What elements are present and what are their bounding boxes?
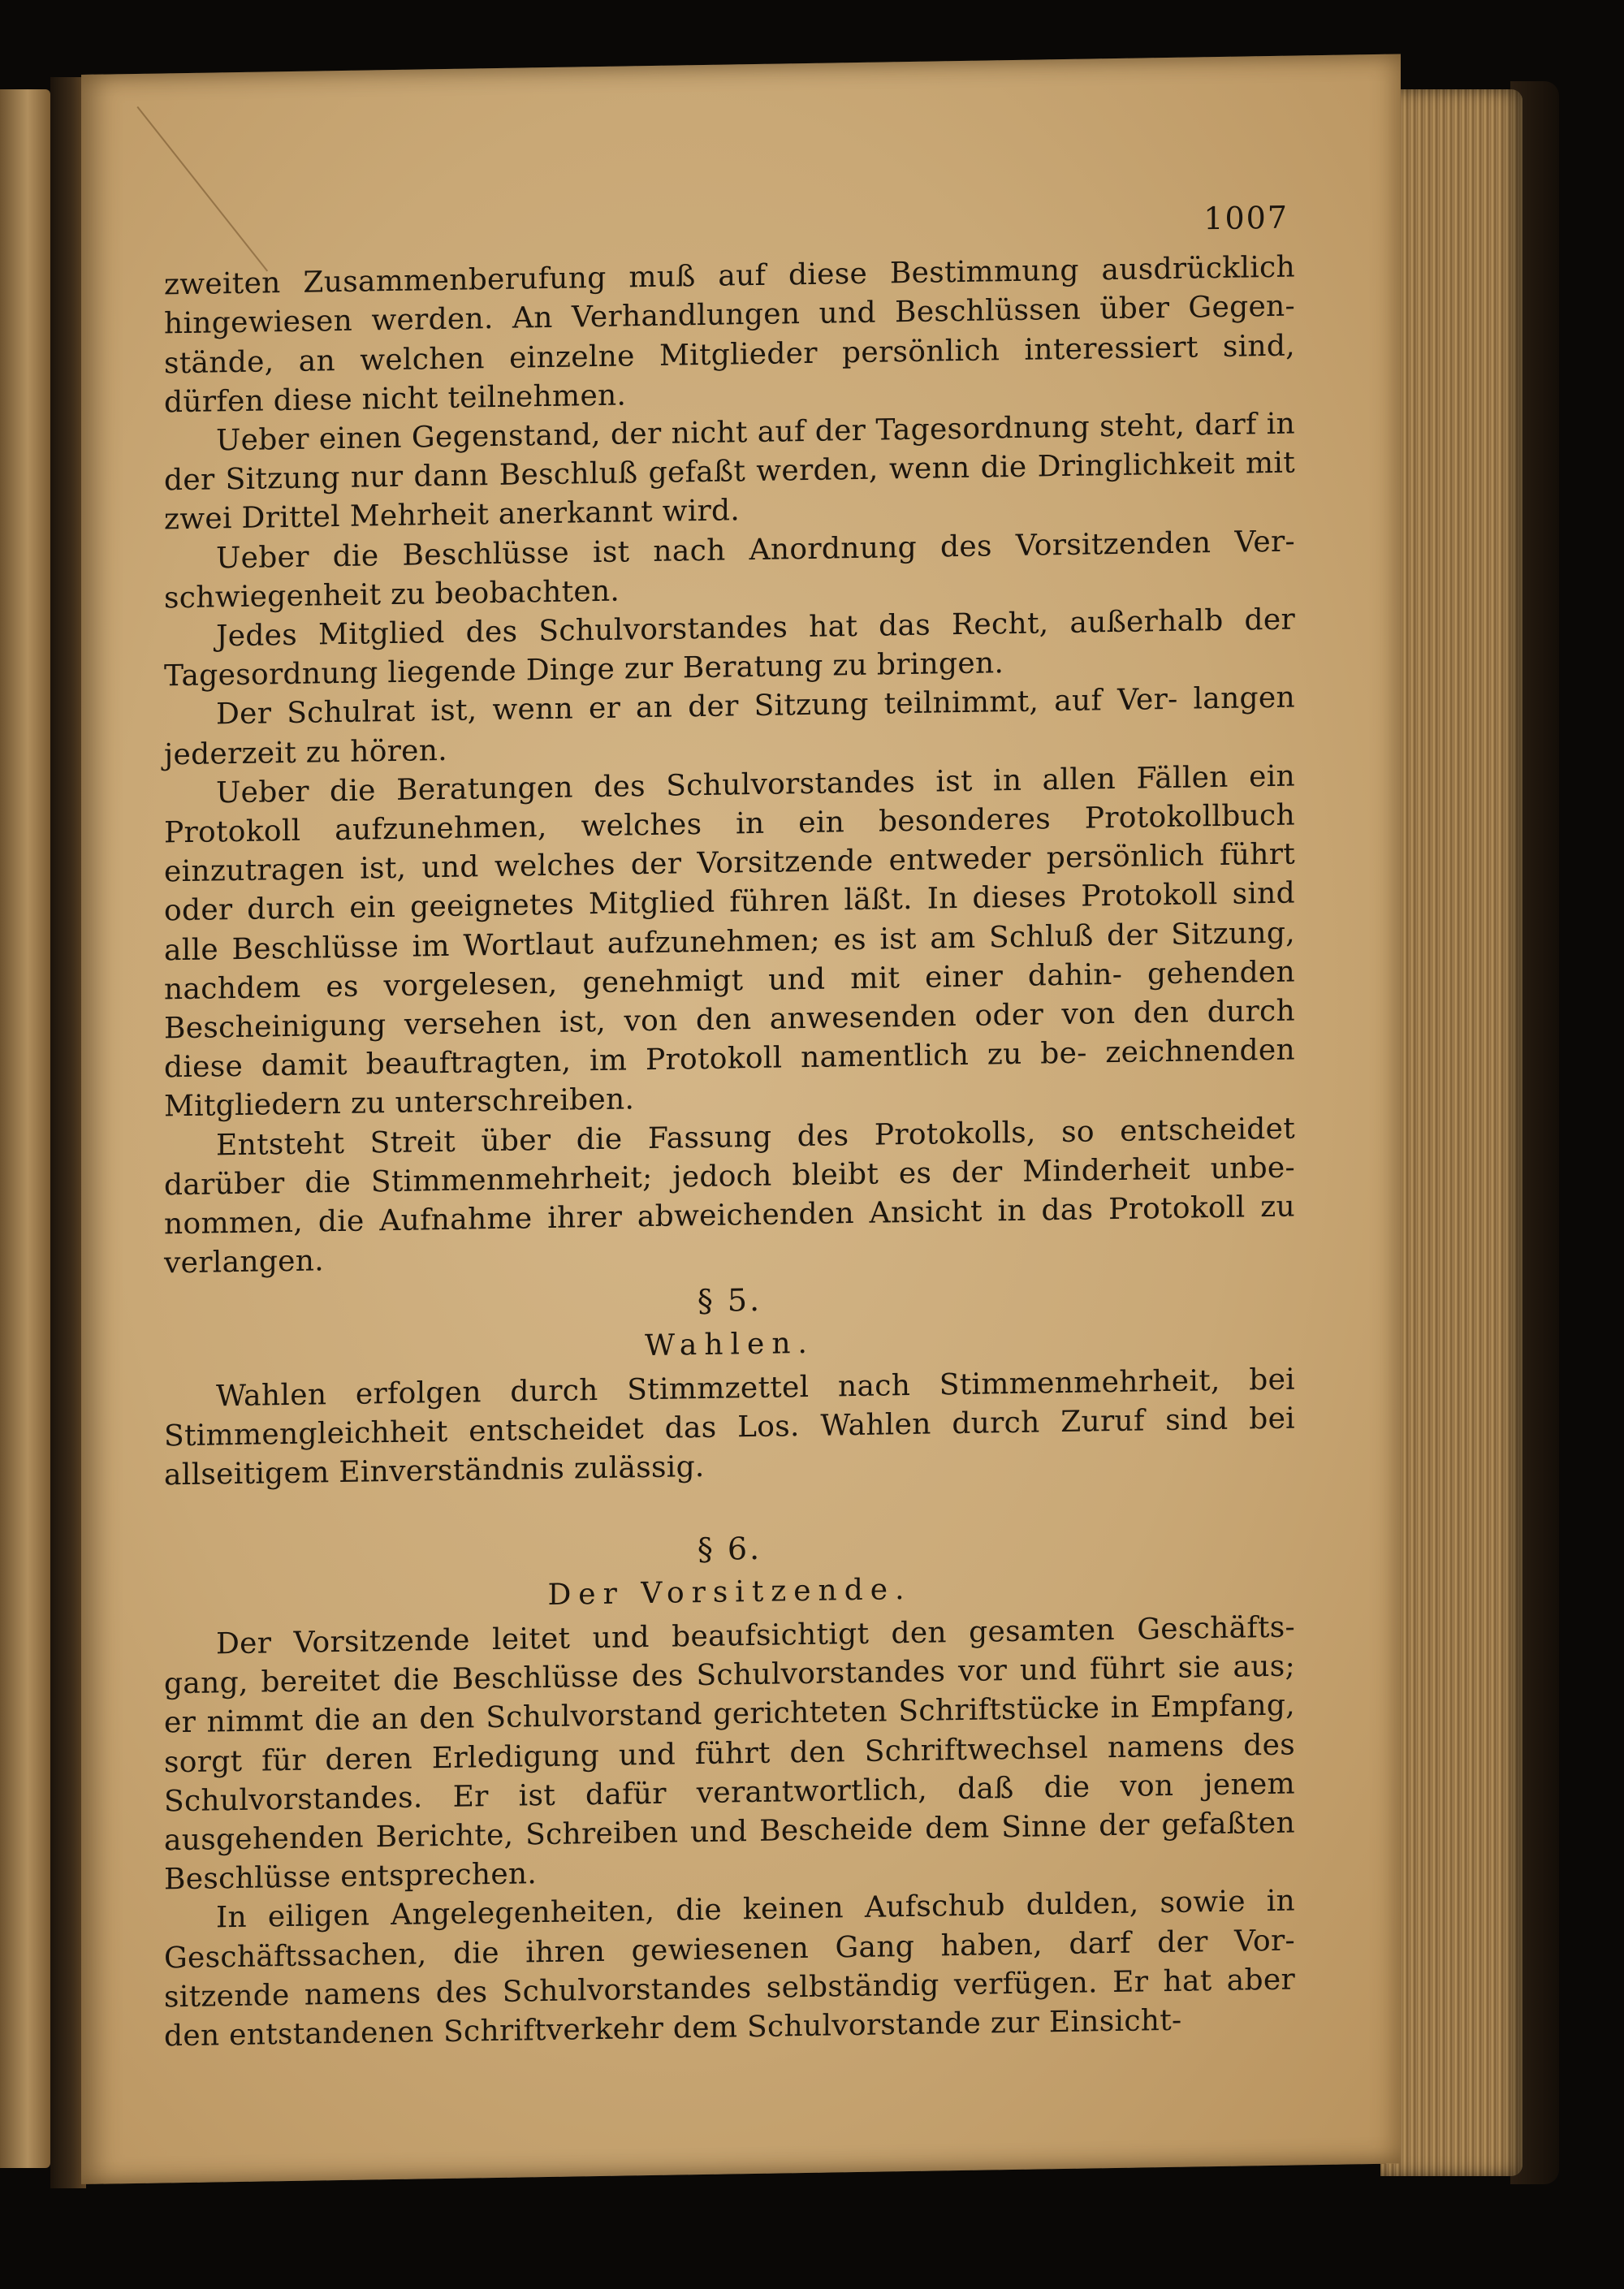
section-title: Wahlen. (645, 1326, 814, 1363)
section-number: § 6. (697, 1530, 762, 1567)
paragraph: Entsteht Streit über die Fassung des Protokolls, so entscheidet darüber die Stimmenmehrheit; jedoch bleibt es der Minderheit unbe- nommen, die Aufnahme ihrer abweichenden Ansicht in das Protokoll zu verlangen. (164, 1112, 1295, 1281)
page-content (164, 198, 1295, 2057)
section-title: Der Vorsitzende. (547, 1572, 912, 1612)
paragraph: Der Vorsitzende leitet und beaufsichtigt den gesamten Geschäfts- gang, bereitet die Beschlüsse des Schulvorstandes vor und führt sie aus; er nimmt die an den Schulvorstand gerichteten Schriftstücke in Empfang, sorgt für deren Erledigung und führt den Schriftwechsel namens des Schulvorstandes. Er ist dafür verantwortlich, daß die von jenem ausgehenden Berichte, Schreiben und Bescheide dem Sinne der gefaßten Beschlüsse entsprechen. (164, 1610, 1295, 1897)
paragraph: Der Schulrat ist, wenn er an der Sitzung teilnimmt, auf Ver- langen jederzeit zu hören. (164, 680, 1295, 772)
paragraph: Wahlen erfolgen durch Stimmzettel nach Stimmenmehrheit, bei Stimmengleichheit entscheidet das Los. Wahlen durch Zuruf sind bei allseitigem Einverständnis zulässig. (164, 1363, 1295, 1492)
paragraph: Ueber die Beschlüsse ist nach Anordnung des Vorsitzenden Ver- schwiegenheit zu beobachten. (164, 525, 1295, 615)
paragraph: zweiten Zusammenberufung muß auf diese Bestimmung ausdrücklich hingewiesen werden. An Verhandlungen und Beschlüssen über Gegen- stände, an welchen einzelne Mitglieder persönlich interessiert sind, dürfen diese nicht teilnehmen. (164, 250, 1295, 420)
paragraph: Jedes Mitglied des Schulvorstandes hat das Recht, außerhalb der Tagesordnung liegende Dinge zur Beratung zu bringen. (164, 602, 1295, 693)
paragraph: Ueber einen Gegenstand, der nicht auf der Tagesordnung steht, darf in der Sitzung nur dann Beschluß gefaßt werden, wenn die Dringlichkeit mit zwei Drittel Mehrheit anerkannt wird. (164, 407, 1295, 537)
page-stack-edges (1380, 89, 1522, 2176)
paragraph: In eiligen Angelegenheiten, die keinen Aufschub dulden, sowie in Geschäftssachen, die ihren gewiesenen Gang haben, darf der Vor- sitzende namens des Schulvorstandes selbständig verfügen. Er hat aber den entstandenen Schriftverkehr dem Schulvorstande zur Einsicht- (164, 1884, 1295, 2054)
book-page (81, 54, 1401, 2184)
paragraph: Ueber die Beratungen des Schulvorstandes ist in allen Fällen ein Protokoll aufzunehmen, welches in ein besonderes Protokollbuch einzutragen ist, und welches der Vorsitzende entweder persönlich führt oder durch ein geeignetes Mitglied führen läßt. In dieses Protokoll sind alle Beschlüsse im Wortlaut aufzunehmen; es ist am Schluß der Sitzung, nachdem es vorgelesen, genehmigt und mit einer dahin- gehenden Bescheinigung versehen ist, von den anwesenden oder von den durch diese damit beauftragten, im Protokoll namentlich zu be- zeichnenden Mitgliedern zu unterschreiben. (164, 759, 1295, 1124)
section-number: § 5. (697, 1282, 762, 1319)
left-page-edge (0, 89, 50, 2168)
page-number: 1007 (1203, 199, 1289, 237)
